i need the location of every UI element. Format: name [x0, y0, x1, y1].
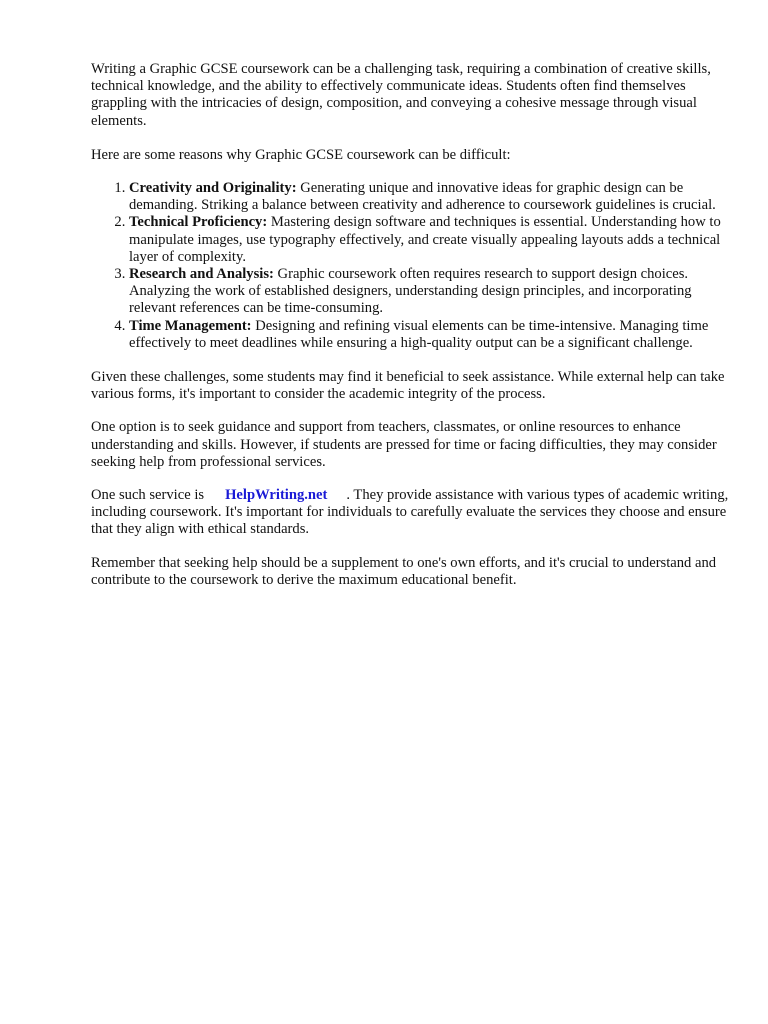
list-item — [129, 214, 731, 266]
list-item-text: Graphic coursework often requires research to support design choices. Analyzing the work of established designers, understanding design principles, and incorporating relevant references can be time-consuming. — [129, 266, 692, 317]
intro-paragraph: Writing a Graphic GCSE coursework can be a challenging task, requiring a combination of creative skills, technical knowledge, and the ability to effectively communicate ideas. Students often find themselves grappling with the intricacies of design, composition, and conveying a cohesive message through visual elements. — [91, 61, 711, 129]
option-paragraph: One option is to seek guidance and support from teachers, classmates, or online resources to enhance understanding and skills. However, if students are pressed for time or facing difficulties, they may consider seeking help from professional services. — [91, 419, 717, 470]
challenges-paragraph: Given these challenges, some students may find it beneficial to seek assistance. While external help can take various forms, it's important to consider the academic integrity of the process. — [91, 369, 725, 403]
reasons-intro-paragraph: Here are some reasons why Graphic GCSE coursework can be difficult: — [91, 146, 511, 163]
list-item-title: Technical Proficiency: — [129, 214, 268, 231]
list-item — [129, 318, 731, 352]
list-item-title: Creativity and Originality: — [129, 180, 297, 197]
list-item — [129, 266, 731, 318]
closing-paragraph: Remember that seeking help should be a supplement to one's own efforts, and it's crucial to understand and contribute to the coursework to derive the maximum educational benefit. — [91, 554, 717, 588]
list-item-title: Time Management: — [129, 317, 252, 334]
service-prefix-text: One such service is — [91, 487, 205, 504]
list-item-text: Generating unique and innovative ideas for graphic design can be demanding. Striking a balance between creativity and adherence to coursework guidelines is crucial. — [129, 180, 716, 214]
reasons-list — [91, 180, 731, 352]
service-suffix-text: . They provide assistance with various types of academic writing, including coursework. It's important for individuals to carefully evaluate the services they choose and ensure that they align with ethical standards. — [91, 487, 729, 538]
list-item — [129, 180, 731, 214]
list-item-text: Mastering design software and techniques is essential. Understanding how to manipulate images, use typography effectively, and create visually appealing layouts adds a technical layer of complexity. — [129, 214, 721, 265]
service-paragraph — [91, 487, 731, 539]
list-item-text: Designing and refining visual elements can be time-intensive. Managing time effectively to meet deadlines while ensuring a high-quality output can be a significant challenge. — [129, 317, 709, 351]
helpwriting-link[interactable]: HelpWriting.net — [225, 487, 328, 504]
list-item-title: Research and Analysis: — [129, 266, 274, 283]
document-page — [91, 61, 731, 605]
